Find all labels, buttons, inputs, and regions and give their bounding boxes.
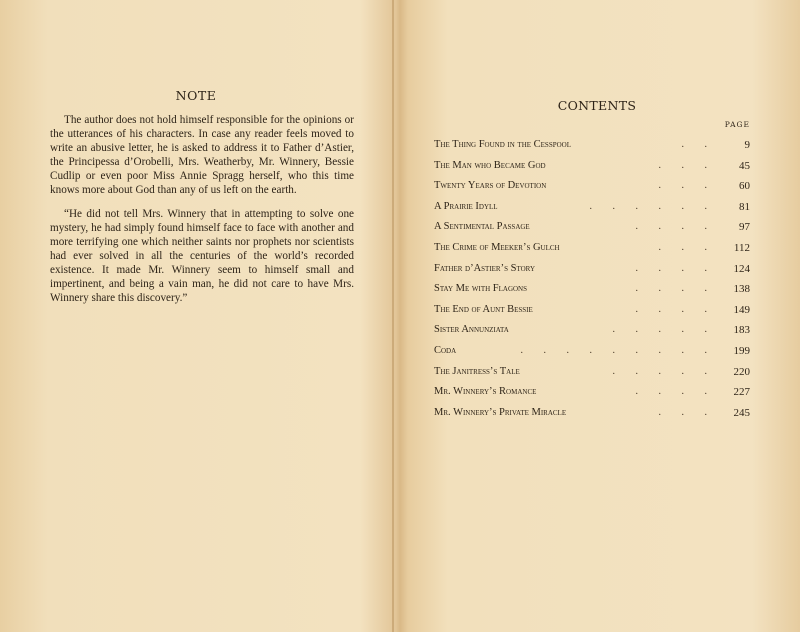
toc-entry-title: Father d’Astier’s Story bbox=[434, 262, 535, 274]
toc-entry-page: 112 bbox=[733, 241, 750, 254]
toc-entry-title: Mr. Winnery’s Romance bbox=[434, 386, 537, 398]
toc-entry bbox=[434, 382, 750, 403]
toc-entry bbox=[434, 362, 750, 383]
toc-entry-title: Stay Me with Flagons bbox=[434, 283, 528, 295]
toc-entry-page: 199 bbox=[733, 344, 750, 357]
right-page bbox=[394, 0, 800, 632]
note-title: NOTE bbox=[175, 88, 217, 103]
toc-entry-page: 138 bbox=[733, 283, 750, 296]
toc-entry-page: 149 bbox=[733, 303, 750, 316]
toc-entry-page: 124 bbox=[733, 262, 750, 275]
toc-entry-title: The End of Aunt Bessie bbox=[434, 303, 533, 315]
note-body bbox=[50, 114, 354, 317]
toc-entry-title: Sister Annunziata bbox=[434, 324, 509, 336]
toc-entry bbox=[434, 217, 750, 238]
toc-leader-dots: . . . bbox=[658, 406, 716, 418]
toc-leader-dots: . . . . bbox=[635, 303, 716, 315]
toc-entry-title: Twenty Years of Devotion bbox=[434, 180, 547, 192]
toc-entry-page: 45 bbox=[739, 159, 750, 172]
toc-entry-page: 220 bbox=[733, 365, 750, 378]
toc-entry-title: The Crime of Meeker’s Gulch bbox=[434, 241, 560, 253]
toc-entry-page: 245 bbox=[733, 406, 750, 419]
toc-leader-dots: . . bbox=[681, 139, 716, 150]
toc-leader-dots: . . . . . bbox=[612, 324, 716, 336]
toc-leader-dots: . . . . . bbox=[612, 365, 716, 377]
toc-leader-dots: . . . . bbox=[635, 386, 716, 398]
toc-entry-page: 183 bbox=[733, 324, 750, 337]
toc-entry-title: A Prairie Idyll bbox=[434, 200, 498, 212]
toc-entry bbox=[434, 259, 750, 280]
toc-entry bbox=[434, 176, 750, 197]
toc-entry-page: 60 bbox=[739, 180, 750, 193]
toc-entry-title: Coda bbox=[434, 344, 457, 356]
toc-entry bbox=[434, 279, 750, 300]
toc-entry-title: The Thing Found in the Cesspool bbox=[434, 139, 571, 150]
contents-title: CONTENTS bbox=[557, 98, 637, 113]
toc-entry-page: 97 bbox=[739, 221, 750, 234]
left-page bbox=[0, 0, 392, 632]
toc-entry bbox=[434, 300, 750, 321]
toc-entry bbox=[434, 135, 750, 156]
note-paragraph: “He did not tell Mrs. Winnery that in attempting to solve one mystery, he had simply found himself face to face with another and more terrifying one which neither saints nor prophets nor scientists had ever solved in all the centuries of the world’s recorded existence. It made Mr. Winnery seem to himself small and impertinent, and being a vain man, he did not care to have Mrs. Winnery share this discovery.” bbox=[50, 208, 354, 304]
toc-leader-dots: . . . . . . . . . bbox=[520, 344, 716, 356]
table-of-contents bbox=[434, 135, 750, 423]
toc-entry bbox=[434, 320, 750, 341]
toc-entry bbox=[434, 238, 750, 259]
toc-entry bbox=[434, 403, 750, 424]
toc-leader-dots: . . . . bbox=[635, 262, 716, 274]
toc-entry-title: The Janitress’s Tale bbox=[434, 365, 520, 377]
toc-entry-page: 9 bbox=[744, 139, 750, 151]
toc-leader-dots: . . . bbox=[658, 159, 716, 171]
toc-entry-title: A Sentimental Passage bbox=[434, 221, 530, 233]
toc-leader-dots: . . . . bbox=[635, 221, 716, 233]
toc-leader-dots: . . . . . . bbox=[589, 200, 716, 212]
toc-entry bbox=[434, 197, 750, 218]
toc-entry bbox=[434, 156, 750, 177]
toc-entry bbox=[434, 341, 750, 362]
toc-entry-title: The Man who Became God bbox=[434, 159, 546, 171]
toc-leader-dots: . . . . bbox=[635, 283, 716, 295]
toc-entry-page: 227 bbox=[733, 386, 750, 399]
page-column-label: PAGE bbox=[724, 120, 750, 129]
toc-entry-title: Mr. Winnery’s Private Miracle bbox=[434, 406, 567, 418]
toc-entry-page: 81 bbox=[739, 200, 750, 213]
toc-leader-dots: . . . bbox=[658, 241, 716, 253]
note-paragraph: The author does not hold himself responsible for the opinions or the utterances of his characters. In case any reader feels moved to write an abusive letter, he is asked to address it to Father d’Astier, the Principessa d’Orobelli, Mrs. Weatherby, Mr. Winnery, Bessie Cudlip or even poor Miss Annie Spragg herself, who this time knows more about God than any of us left on the earth. bbox=[50, 114, 354, 196]
toc-leader-dots: . . . bbox=[658, 180, 716, 192]
